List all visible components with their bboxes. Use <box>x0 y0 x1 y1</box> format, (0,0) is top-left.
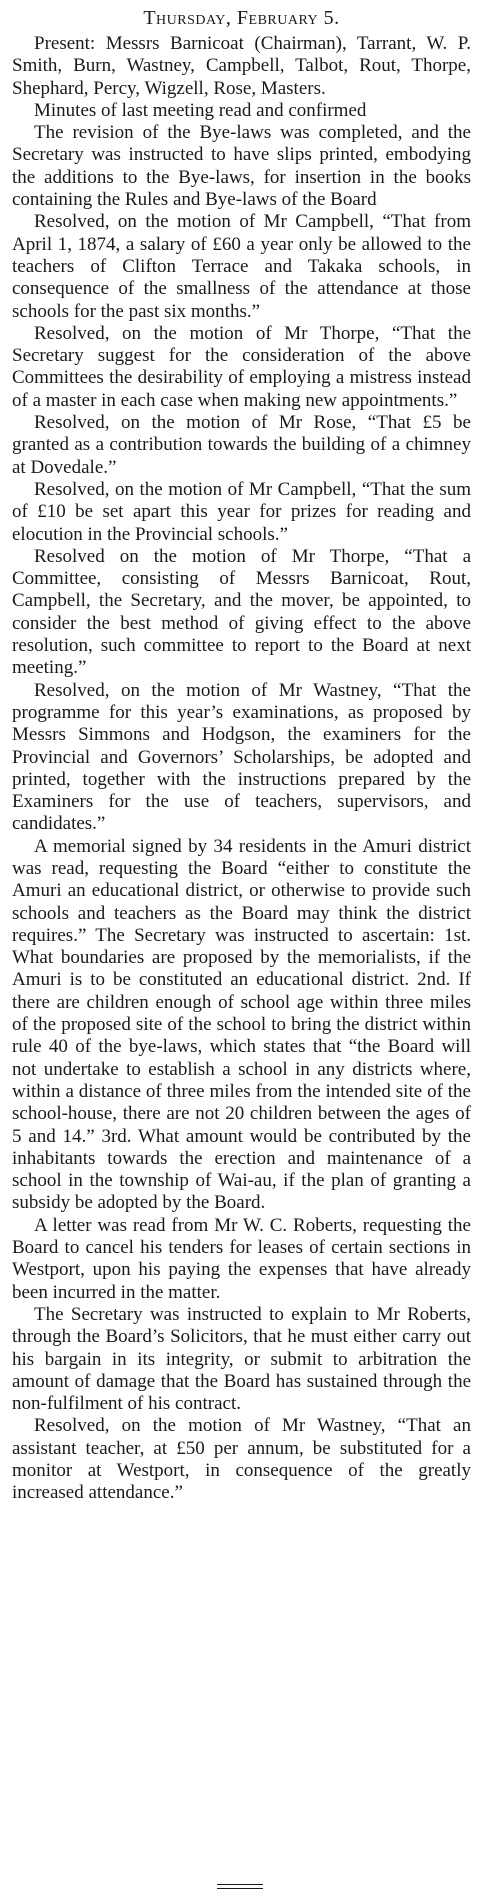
examinations-resolution: Resolved, on the motion of Mr Wastney, “That the programme for this year’s examinations, as proposed by Messrs Simmons and Hodgson, the examiners for the Provincial and Governors’ Scholarships, be adopted and printed, together with the instructions prepared by the Examiners for the use of teachers, supervisors, and candidates.” <box>12 679 471 835</box>
secretary-instruction-paragraph: The Secretary was instructed to explain to Mr Roberts, through the Board’s Solicitors, that he must either carry out his bargain in its integrity, or submit to arbitration the amount of damage that the Board has sustained through the non-fulfilment of his contract. <box>12 1303 471 1415</box>
mistress-resolution: Resolved, on the motion of Mr Thorpe, “That the Secretary suggest for the consideration of the above Committees the desirability of employing a mistress instead of a master in each case when making new appointments.” <box>12 322 471 411</box>
section-divider-rule <box>217 1884 263 1889</box>
present-paragraph: Present: Messrs Barnicoat (Chairman), Tarrant, W. P. Smith, Burn, Wastney, Campbell, Talbot, Rout, Thorpe, Shephard, Percy, Wigzell, Rose, Masters. <box>12 33 471 99</box>
amuri-memorial-paragraph: A memorial signed by 34 residents in the Amuri district was read, requesting the Board “either to constitute the Amuri an educational district, or otherwise to provide such schools and teachers as the Board may think the district requires.” The Secretary was instructed to ascertain: 1st. What boundaries are proposed by the memorialists, if the Amuri is to be constituted an educational district. 2nd. If there are children enough of school age within three miles of the proposed site of the school to bring the district within rule 40 of the bye-laws, which states that “the Board will not undertake to establish a school in any districts where, within a distance of three miles from the intended site of the school-house, there are not 20 children between the ages of 5 and 14.” 3rd. What amount would be contributed by the inhabitants towards the erection and maintenance of a school in the township of Wai-au, if the plan of granting a subsidy be adopted by the Board. <box>12 835 471 1214</box>
committee-resolution: Resolved on the motion of Mr Thorpe, “That a Committee, consisting of Messrs Barnicoat, Rout, Campbell, the Secretary, and the mover, be appointed, to consider the best method of giving effect to the above resolution, such committee to report to the Board at next meeting.” <box>12 545 471 679</box>
date-heading: Thursday, February 5. <box>143 7 340 29</box>
chimney-resolution: Resolved, on the motion of Mr Rose, “That £5 be granted as a contribution towards the building of a chimney at Dovedale.” <box>12 412 471 478</box>
bye-laws-paragraph: The revision of the Bye-laws was completed, and the Secretary was instructed to have slips printed, embodying the additions to the Bye-laws, for insertion in the books containing the Rules and Bye-laws of the Board <box>12 122 471 211</box>
salary-resolution: Resolved, on the motion of Mr Campbell, “That from April 1, 1874, a salary of £60 a year only be allowed to the teachers of Clifton Terrace and Takaka schools, in consequence of the smallness of the attendance at those schools for the past six months.” <box>12 211 471 322</box>
minutes-paragraph: Minutes of last meeting read and confirmed <box>34 99 367 121</box>
assistant-teacher-resolution: Resolved, on the motion of Mr Wastney, “That an assistant teacher, at £50 per annum, be substituted for a monitor at Westport, in consequence of the greatly increased attendance.” <box>12 1415 471 1504</box>
prizes-resolution: Resolved, on the motion of Mr Campbell, “That the sum of £10 be set apart this year for prizes for reading and elocution in the Provincial schools.” <box>12 478 471 545</box>
roberts-letter-paragraph: A letter was read from Mr W. C. Roberts, requesting the Board to cancel his tenders for leases of certain sections in Westport, upon his paying the expenses that have already been incurred in the matter. <box>12 1214 471 1303</box>
